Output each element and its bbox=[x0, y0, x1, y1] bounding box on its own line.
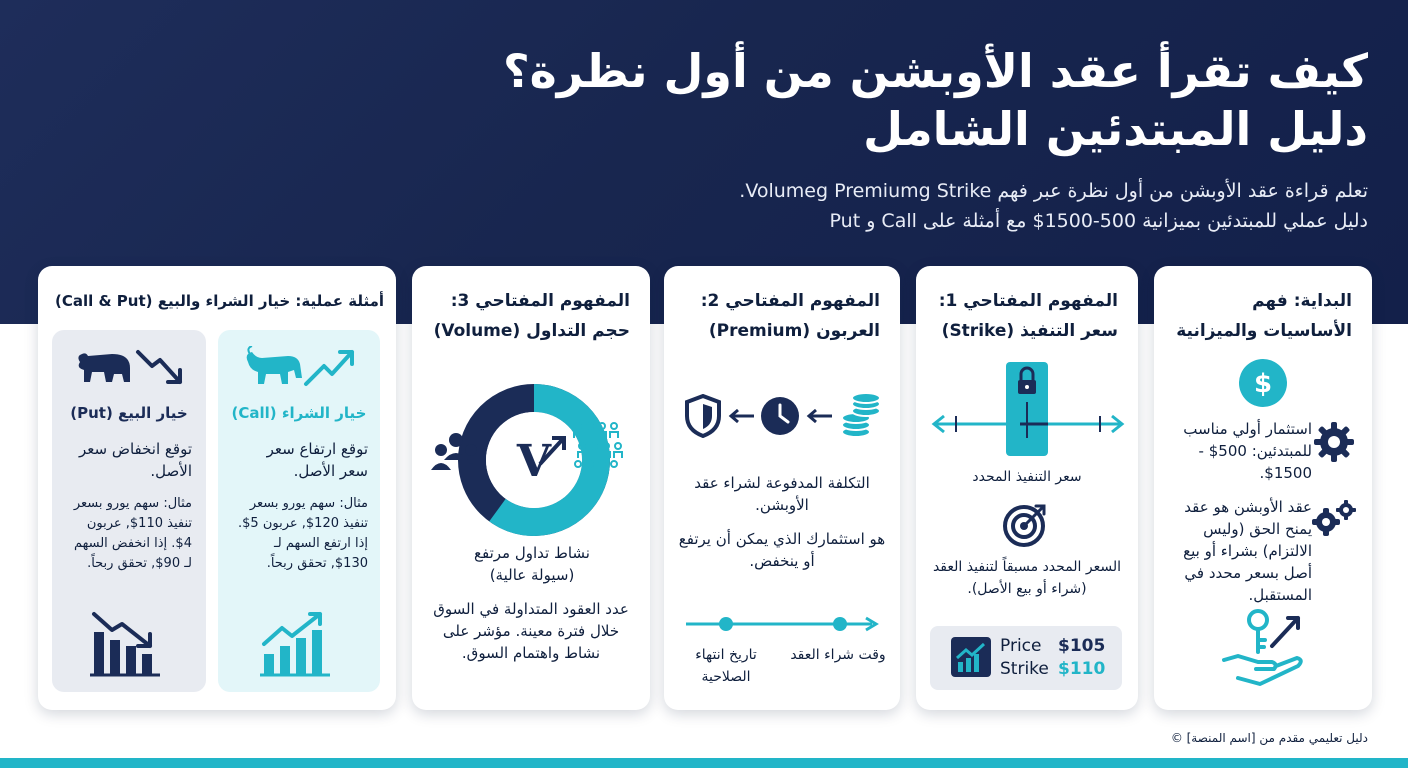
strike-label: Strike bbox=[1000, 659, 1049, 679]
call-title: خيار الشراء (Call) bbox=[231, 404, 367, 422]
title-line-2: دليل المبتدئين الشامل bbox=[863, 102, 1368, 156]
bear-icon bbox=[72, 348, 136, 388]
card-basics-title: البداية: فهم الأساسيات والميزانية bbox=[1176, 291, 1352, 341]
svg-text:$: $ bbox=[1253, 369, 1273, 399]
budget-text: استثمار أولي مناسب للمبتدئين: 500$ - 1500$. bbox=[1183, 420, 1312, 482]
card-examples-title: أمثلة عملية: خيار الشراء والبيع (Call & Put) bbox=[54, 292, 384, 310]
premium-desc-1: التكلفة المدفوعة لشراء عقد الأوبشن. bbox=[694, 474, 870, 514]
subtitle-line-2: دليل عملي للمبتدئين بميزانية 500-1500$ مع أمثلة على Call و Put bbox=[829, 210, 1368, 232]
coins-icon bbox=[838, 392, 882, 440]
card-volume bbox=[412, 266, 650, 710]
page-subtitle bbox=[268, 176, 1368, 236]
card-strike-title-line-1: المفهوم المفتاحي 1: bbox=[938, 291, 1118, 311]
page-title bbox=[368, 42, 1368, 158]
put-example: مثال: سهم يورو بسعر تنفيذ 110$, عربون 4$. إذا انخفض السهم لـ 90$, تحقق ربحاً. bbox=[73, 496, 192, 571]
card-volume-title bbox=[426, 286, 630, 346]
subtitle-line-1: تعلم قراءة عقد الأوبشن من أول نظرة عبر فهم Volumeg Premiumg Strike. bbox=[739, 180, 1368, 202]
strike-scale-icon bbox=[930, 362, 1126, 458]
timeline bbox=[682, 612, 882, 636]
timeline-start-label: وقت شراء العقد bbox=[790, 647, 886, 663]
card-premium-title bbox=[678, 286, 880, 346]
strike-caption: سعر التنفيذ المحدد bbox=[972, 469, 1082, 485]
card-premium-title-line-2: العربون (Premium) bbox=[708, 321, 880, 341]
crowd-icon bbox=[572, 420, 628, 476]
volume-description: عدد العقود المتداولة في السوق خلال فترة معينة. مؤشر على نشاط واهتمام السوق. bbox=[433, 600, 629, 662]
card-strike bbox=[916, 266, 1138, 710]
shield-icon bbox=[684, 394, 722, 438]
title-line-1: كيف تقرأ عقد الأوبشن من أول نظرة؟ bbox=[502, 44, 1368, 98]
arrow-down-icon bbox=[134, 348, 186, 388]
gears-icon bbox=[1310, 498, 1358, 538]
card-volume-title-line-2: حجم التداول (Volume) bbox=[433, 321, 630, 341]
hand-key-icon bbox=[1218, 606, 1308, 688]
gear-icon bbox=[1312, 420, 1356, 464]
footer-credit: دليل تعليمي مقدم من [اسم المنصة] © bbox=[1170, 731, 1368, 745]
card-volume-title-line-1: المفهوم المفتاحي 3: bbox=[450, 291, 630, 311]
put-title: خيار البيع (Put) bbox=[70, 404, 188, 422]
bar-chart-down-icon bbox=[90, 610, 162, 678]
card-examples bbox=[38, 266, 396, 710]
option-definition: عقد الأوبشن هو عقد يمنح الحق (وليس الالتزام) بشراء أو بيع أصل بسعر محدد في المستقبل. bbox=[1183, 498, 1312, 604]
timeline-end-label: تاريخ انتهاء الصلاحية bbox=[695, 647, 757, 685]
chart-icon bbox=[950, 636, 992, 678]
put-expectation: توقع انخفاض سعر الأصل. bbox=[78, 440, 192, 480]
arrow-left-icon bbox=[728, 408, 756, 424]
strike-value: $110 bbox=[1058, 659, 1106, 679]
card-strike-title-line-2: سعر التنفيذ (Strike) bbox=[941, 321, 1118, 341]
people-group-icon bbox=[430, 430, 482, 476]
arrow-up-icon bbox=[302, 346, 358, 388]
arrow-left-icon-2 bbox=[806, 408, 834, 424]
clock-icon bbox=[760, 396, 800, 436]
card-premium-title-line-1: المفهوم المفتاحي 2: bbox=[700, 291, 880, 311]
volume-caption: نشاط تداول مرتفع (سيولة عالية) bbox=[474, 544, 590, 584]
card-basics bbox=[1154, 266, 1372, 710]
dollar-icon bbox=[1238, 358, 1288, 408]
bottom-accent-bar bbox=[0, 758, 1408, 768]
price-value: $105 bbox=[1058, 636, 1106, 656]
svg-text:V: V bbox=[516, 436, 552, 487]
call-example: مثال: سهم يورو بسعر تنفيذ 120$, عربون 5$. إذا ارتفع السهم لـ 130$, تحقق ربحاً. bbox=[238, 496, 368, 571]
strike-description: السعر المحدد مسبقاً لتنفيذ العقد (شراء أو بيع الأصل). bbox=[932, 559, 1122, 597]
bull-icon bbox=[244, 346, 308, 390]
card-strike-title bbox=[930, 286, 1118, 346]
card-premium bbox=[664, 266, 900, 710]
target-icon bbox=[1002, 502, 1048, 548]
premium-desc-2: هو استثمارك الذي يمكن أن يرتفع أو ينخفض. bbox=[678, 530, 886, 570]
bar-chart-up-icon bbox=[260, 610, 332, 678]
price-label: Price bbox=[1000, 636, 1042, 656]
call-expectation: توقع ارتفاع سعر سعر الأصل. bbox=[266, 440, 368, 480]
